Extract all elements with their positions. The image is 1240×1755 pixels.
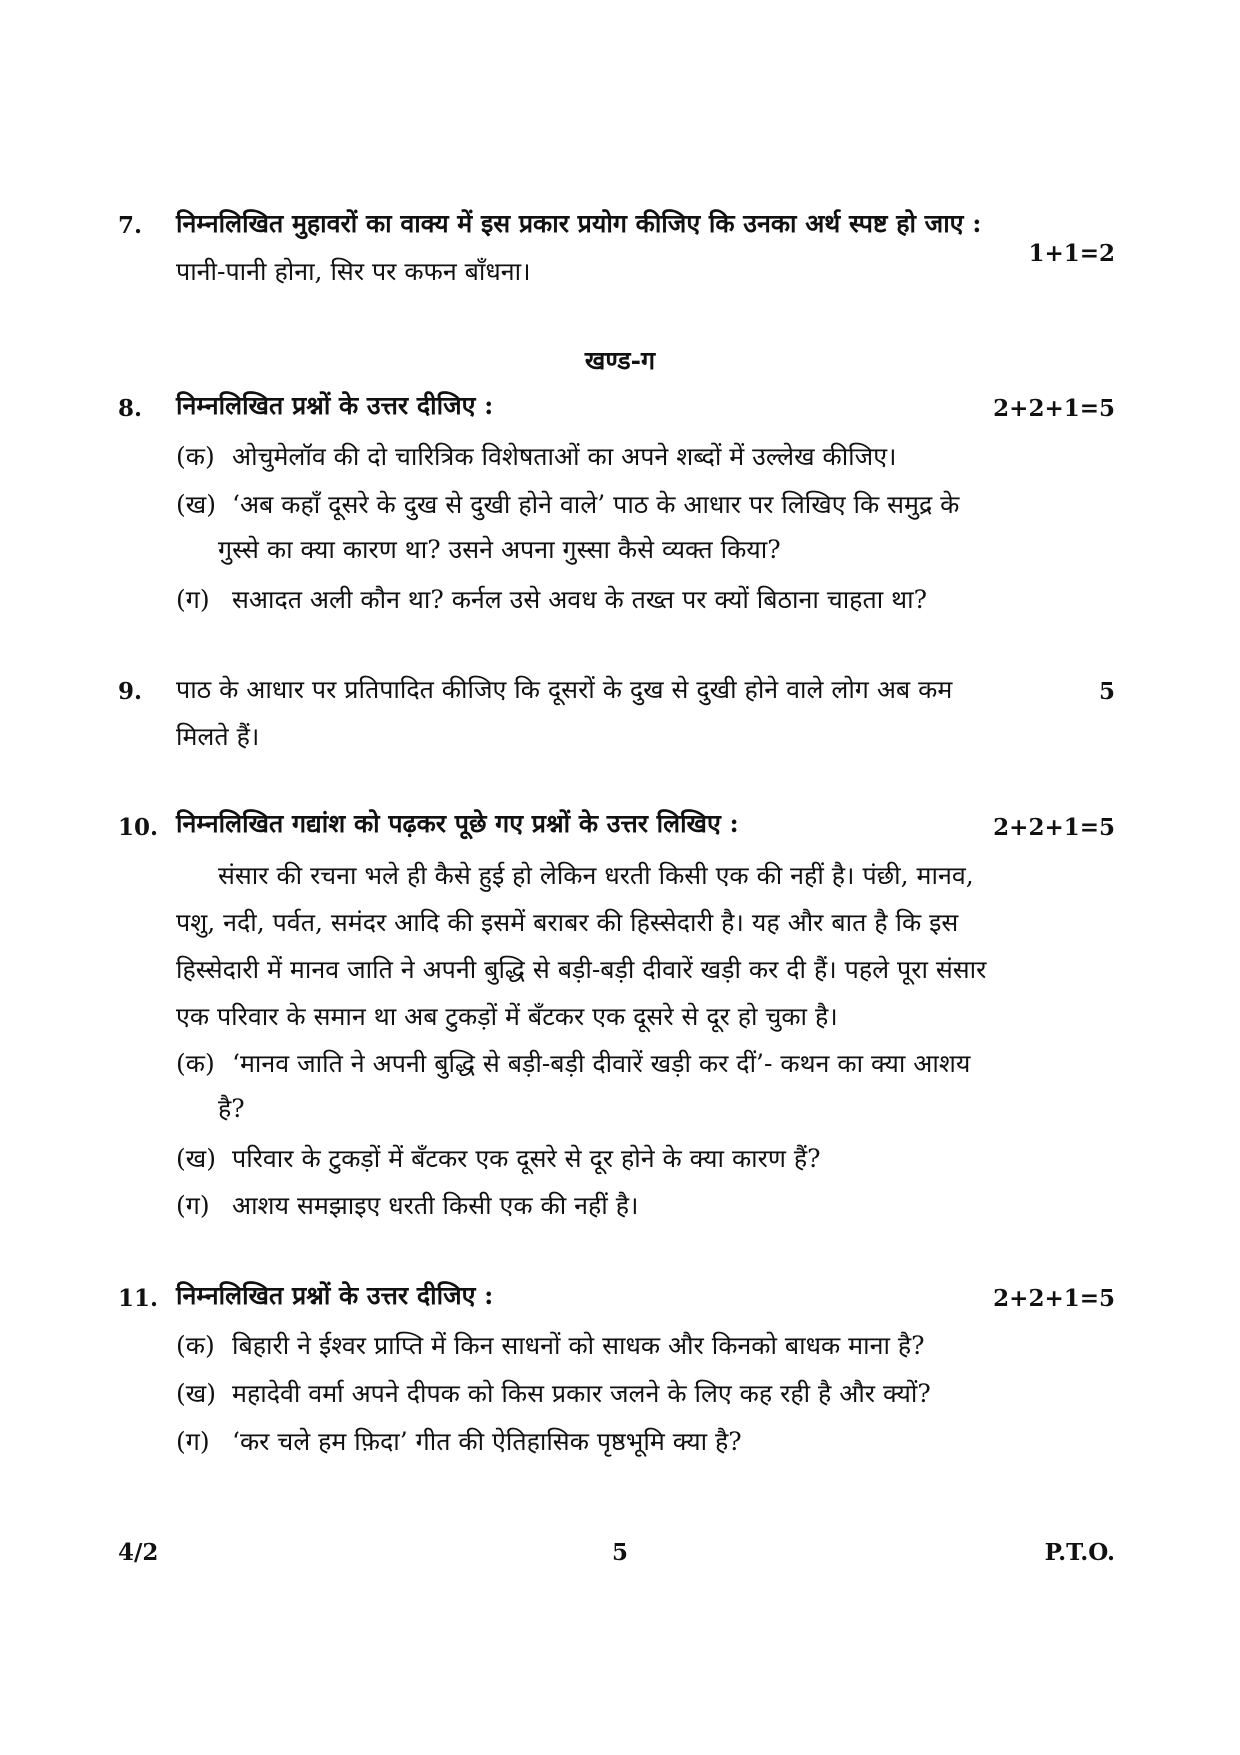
q11-part-text: ‘कर चले हम फ़िदा’ गीत की ऐतिहासिक पृष्ठभूमि क्या है?	[232, 1427, 742, 1456]
q11-marks: 2+2+1=5	[993, 1285, 1115, 1312]
q11-number: 11.	[118, 1285, 159, 1312]
q11-heading: निम्नलिखित प्रश्नों के उत्तर दीजिए :	[176, 1281, 494, 1310]
q10-passage-line: पशु, नदी, पर्वत, समंदर आदि की इसमें बराबर की हिस्सेदारी है। यह और बात है कि इस	[176, 908, 959, 937]
q9-line: पाठ के आधार पर प्रतिपादित कीजिए कि दूसरों के दुख से दुखी होने वाले लोग अब कम	[176, 675, 953, 704]
q10-passage-line: संसार की रचना भले ही कैसे हुई हो लेकिन धरती किसी एक की नहीं है। पंछी, मानव,	[218, 861, 974, 890]
q8-part-label: (ग)	[176, 585, 210, 614]
q9-number: 9.	[118, 678, 143, 705]
paper-code: 4/2	[118, 1539, 159, 1566]
section-title: खण्ड-ग	[584, 346, 656, 375]
q10-passage-line: एक परिवार के समान था अब टुकड़ों में बँटकर एक दूसरे से दूर हो चुका है।	[176, 1002, 838, 1031]
q8-part-label: (ख)	[176, 490, 216, 519]
q8-part-text: ओचुमेलॉव की दो चारित्रिक विशेषताओं का अपने शब्दों में उल्लेख कीजिए।	[232, 442, 897, 471]
q10-part-text: ‘मानव जाति ने अपनी बुद्धि से बड़ी-बड़ी दीवारें खड़ी कर दीं’- कथन का क्या आशय	[232, 1049, 971, 1078]
q10-part-label: (ख)	[176, 1144, 216, 1173]
q10-part-text: परिवार के टुकड़ों में बँटकर एक दूसरे से दूर होने के क्या कारण हैं?	[232, 1144, 821, 1173]
q7-body: पानी-पानी होना, सिर पर कफन बाँधना।	[176, 257, 531, 286]
q9-line: मिलते हैं।	[176, 722, 260, 751]
q11-part-label: (ख)	[176, 1379, 216, 1408]
q8-part-text: ‘अब कहाँ दूसरे के दुख से दुखी होने वाले’ पाठ के आधार पर लिखिए कि समुद्र के	[232, 490, 960, 519]
q7-marks: 1+1=2	[1028, 240, 1115, 267]
q8-part-continuation: गुस्से का क्या कारण था? उसने अपना गुस्सा कैसे व्यक्त किया?	[218, 535, 781, 564]
q7-heading: निम्नलिखित मुहावरों का वाक्य में इस प्रकार प्रयोग कीजिए कि उनका अर्थ स्पष्ट हो जाए :	[176, 209, 982, 238]
q11-part-text: महादेवी वर्मा अपने दीपक को किस प्रकार जलने के लिए कह रही है और क्यों?	[232, 1379, 931, 1408]
q10-marks: 2+2+1=5	[993, 814, 1115, 841]
q7-number: 7.	[118, 212, 143, 239]
q10-part-text: आशय समझाइए धरती किसी एक की नहीं है।	[232, 1191, 639, 1220]
q10-number: 10.	[118, 814, 159, 841]
q9-marks: 5	[1098, 678, 1115, 705]
q11-part-label: (क)	[176, 1331, 215, 1360]
pto-label: P.T.O.	[1044, 1539, 1115, 1566]
q8-part-text: सआदत अली कौन था? कर्नल उसे अवध के तख्त पर क्यों बिठाना चाहता था?	[232, 585, 927, 614]
q10-part-label: (क)	[176, 1049, 215, 1078]
q10-part-continuation: है?	[218, 1094, 245, 1123]
q10-part-label: (ग)	[176, 1191, 210, 1220]
q8-heading: निम्नलिखित प्रश्नों के उत्तर दीजिए :	[176, 391, 494, 420]
q8-part-label: (क)	[176, 442, 215, 471]
q11-part-text: बिहारी ने ईश्वर प्राप्ति में किन साधनों को साधक और किनको बाधक माना है?	[232, 1331, 925, 1360]
q10-passage-line: हिस्सेदारी में मानव जाति ने अपनी बुद्धि से बड़ी-बड़ी दीवारें खड़ी कर दी हैं। पहले पूरा संसार	[176, 955, 987, 984]
page-number: 5	[611, 1539, 628, 1566]
q8-number: 8.	[118, 395, 143, 422]
q11-part-label: (ग)	[176, 1427, 210, 1456]
q8-marks: 2+2+1=5	[993, 395, 1115, 422]
q10-heading: निम्नलिखित गद्यांश को पढ़कर पूछे गए प्रश्नों के उत्तर लिखिए :	[176, 809, 739, 838]
